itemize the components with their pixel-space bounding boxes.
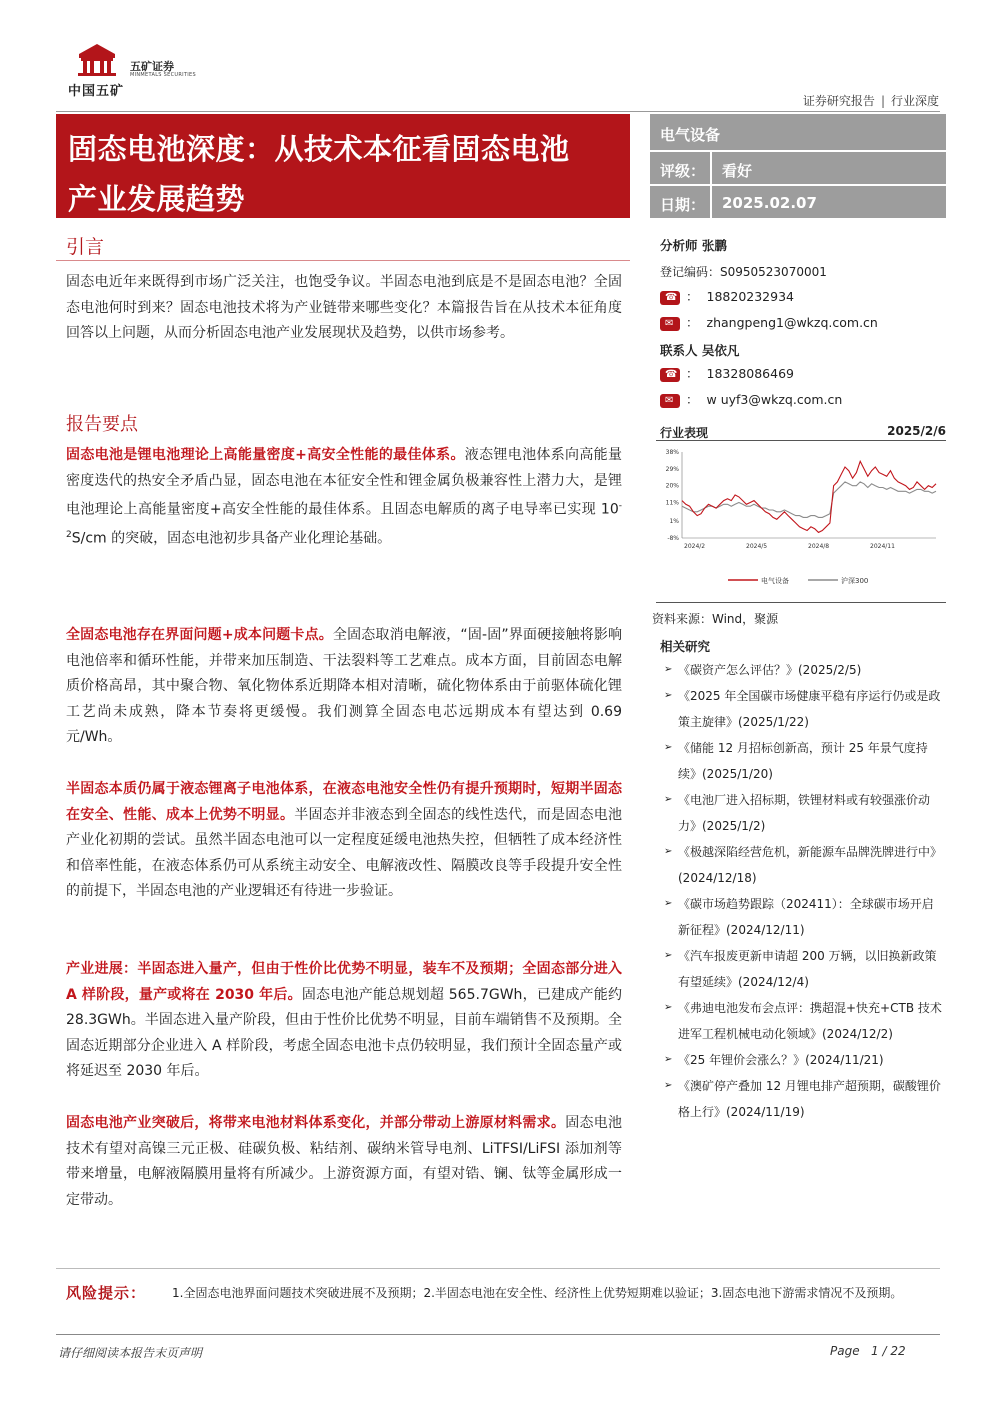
y-tick-label: 1% xyxy=(669,518,679,526)
keypoint-2-highlight: 全固态电池存在界面问题+成本问题卡点。 xyxy=(66,627,333,643)
risk-label: 风险提示： xyxy=(66,1284,147,1302)
x-tick-label: 2024/5 xyxy=(746,543,768,550)
contact-email[interactable]: w uyf3@wkzq.com.cn xyxy=(706,392,843,407)
related-research-title: 相关研究 xyxy=(660,639,711,654)
sector-label: 电气设备 xyxy=(660,126,721,144)
performance-title: 行业表现 xyxy=(660,426,709,440)
related-research-item[interactable]: ➢ 《2025 年全国碳市场健康平稳有序运行仍或是政策主旋律》(2025/1/22) xyxy=(664,683,944,735)
x-tick-label: 2024/8 xyxy=(808,543,830,550)
risk-divider xyxy=(56,1268,940,1269)
info-divider xyxy=(650,150,946,152)
report-title-line1: 固态电池深度：从技术本征看固态电池 xyxy=(68,132,570,166)
keypoint-5-text: 固态电池技术有望对高镍三元正极、硅碳负极、粘结剂、碳纳米管导电剂、LiTFSI/LiFSI 添加剂等带来增量，电解液隔膜用量将有所减少。上游资源方面，有望对锆、镧、钛等金属形成一定带动。 xyxy=(66,1115,623,1208)
performance-header xyxy=(660,424,946,441)
report-category: 证券研究报告 xyxy=(802,94,875,108)
legend-label: 沪深300 xyxy=(841,577,869,585)
series-line xyxy=(682,482,936,518)
related-research-item[interactable]: ➢ 《汽车报废更新申请超 200 万辆，以旧换新政策有望延续》(2024/12/4) xyxy=(664,943,944,995)
date-row xyxy=(660,194,817,215)
keypoint-5-highlight: 固态电池产业突破后，将带来电池材料体系变化，并部分带动上游原材料需求。 xyxy=(66,1115,566,1131)
y-tick-label: 38% xyxy=(665,449,679,456)
intro-heading: 引言 xyxy=(66,236,105,258)
rating-label: 评级： xyxy=(660,162,706,180)
series-line xyxy=(682,461,936,532)
y-tick-label: 20% xyxy=(665,482,679,490)
related-research-item[interactable]: ➢ 《极越深陷经营危机，新能源车品牌洗牌进行中》(2024/12/18) xyxy=(664,839,944,891)
page-label: Page xyxy=(830,1344,860,1358)
keypoint-1-exponent: -2 xyxy=(66,501,622,541)
risk-text: 1.全固态电池界面问题技术突破进展不及预期；2.半固态电池在安全性、经济性上优势短期难以验证；3.固态电池下游需求情况不及预期。 xyxy=(172,1286,903,1300)
keypoint-paragraph-4 xyxy=(66,957,622,1085)
keypoint-3-text: 半固态并非液态到全固态的线性迭代，而是固态电池产业化初期的尝试。虽然半固态电池可以一定程度延缓电池热失控，但牺牲了成本经济性和倍率性能，在液态体系仍可从系统主动安全、电解液改性、隔膜改良等手段提升安全性的前提下，半固态电池的产业逻辑还有待进一步验证。 xyxy=(66,806,623,899)
chart-source: 资料来源：Wind，聚源 xyxy=(652,612,779,626)
company-logo xyxy=(66,42,226,98)
info-col-divider xyxy=(710,150,712,218)
email-colon: ： xyxy=(686,392,699,407)
footer-disclaimer: 请仔细阅读本报告末页声明 xyxy=(58,1346,203,1360)
phone-colon: ： xyxy=(686,289,699,304)
email-icon xyxy=(660,394,680,408)
keypoint-2-text: 全固态取消电解液，“固-固”界面硬接触将影响电池倍率和循环性能，并带来加压制造、干法裂料等工艺难点。成本方面，目前固态电解质价格高昂，其中聚合物、氧化物体系近期降本相对清晰，硫化物体系由于前驱体硫化锂工艺尚未成熟，降本节奏将更缓慢。我们测算全固态电芯远期成本有望达到 0.69 元/Wh。 xyxy=(66,627,622,745)
x-tick-label: 2024/11 xyxy=(870,543,895,550)
rating-info-box xyxy=(650,114,946,218)
y-tick-label: 11% xyxy=(665,499,679,507)
minmetals-emblem-icon xyxy=(74,42,120,78)
phone-icon xyxy=(660,368,680,382)
report-title-line2: 产业发展趋势 xyxy=(68,182,246,216)
related-research-item[interactable]: ➢ 《碳市场趋势跟踪（202411）：全球碳市场开启新征程》(2024/12/11) xyxy=(664,891,944,943)
keypoint-3-highlight: 半固态本质仍属于液态锂离子电池体系，在液态电池安全性仍有提升预期时，短期半固态在安全、性能、成本上优势不明显。 xyxy=(66,781,622,823)
keypoints-heading: 报告要点 xyxy=(66,414,138,435)
info-divider xyxy=(650,184,946,186)
footer-divider xyxy=(56,1334,940,1335)
rating-row xyxy=(660,160,753,181)
related-research-item[interactable]: ➢ 《电池厂进入招标期，铁锂材料或有较强涨价动力》(2025/1/2) xyxy=(664,787,944,839)
keypoint-1-text-b: S/cm 的突破，固态电池初步具备产业化理论基础。 xyxy=(71,530,392,547)
contact-phone: 18328086469 xyxy=(706,366,794,381)
contact-person-name: 联系人 吴依凡 xyxy=(660,343,740,358)
related-research-list xyxy=(664,657,944,1125)
email-colon: ： xyxy=(686,315,699,330)
analyst-phone: 18820232934 xyxy=(706,289,794,304)
analyst-email[interactable]: zhangpeng1@wkzq.com.cn xyxy=(706,315,878,330)
header-divider xyxy=(56,111,940,112)
date-label: 日期： xyxy=(660,196,706,214)
keypoint-4-highlight: 产业进展：半固态进入量产，但由于性价比优势不明显，装车不及预期；全固态部分进入 A 样阶段，量产或将在 2030 年后。 xyxy=(66,961,622,1003)
nav-separator: | xyxy=(880,94,885,108)
intro-divider xyxy=(56,260,630,261)
date-value: 2025.02.07 xyxy=(722,194,817,212)
report-type-nav xyxy=(803,92,939,109)
analyst-name: 分析师 张鹏 xyxy=(660,238,727,253)
page-value: 1 / 22 xyxy=(871,1344,906,1358)
phone-icon xyxy=(660,291,680,305)
analyst-email-row xyxy=(660,313,878,331)
brand-securities-en: MINMETALS SECURITIES xyxy=(130,72,196,78)
rating-value: 看好 xyxy=(722,162,753,180)
keypoint-1-text-a: 液态锂电池体系向高能量密度迭代的热安全矛盾凸显，固态电池在本征安全性和锂金属负极兼容性上潜力大，是锂电池理论上高能量密度+高安全性能的最佳体系。且固态电解质的离子电导率已实现 10 xyxy=(66,447,623,518)
chart-divider xyxy=(656,602,946,603)
y-tick-label: 29% xyxy=(665,465,679,473)
related-research-item[interactable]: ➢ 《25 年锂价会涨么？》(2024/11/21) xyxy=(664,1047,944,1073)
analyst-phone-row xyxy=(660,287,794,305)
brand-name-cn: 中国五矿 xyxy=(68,84,125,99)
email-icon xyxy=(660,317,680,331)
keypoint-paragraph-5 xyxy=(66,1111,622,1213)
related-research-item[interactable]: ➢ 《碳资产怎么评估？》(2025/2/5) xyxy=(664,657,944,683)
y-tick-label: -8% xyxy=(667,535,679,542)
analyst-registration: 登记编码：S0950523070001 xyxy=(660,265,827,279)
related-research-item[interactable]: ➢ 《弗迪电池发布会点评：携超混+快充+CTB 技术进军工程机械电动化领域》(2024/12/2) xyxy=(664,995,944,1047)
industry-performance-chart xyxy=(656,444,946,594)
contact-email-row xyxy=(660,390,842,408)
contact-phone-row xyxy=(660,364,794,382)
page-number xyxy=(830,1344,906,1358)
intro-paragraph: 固态电近年来既得到市场广泛关注，也饱受争议。半固态电池到底是不是固态电池？全固态电池何时到来？固态电池技术将为产业链带来哪些变化？本篇报告旨在从技术本征角度回答以上问题，从而分析固态电池产业发展现状及趋势，以供市场参考。 xyxy=(66,274,622,341)
keypoint-1-highlight: 固态电池是锂电池理论上高能量密度+高安全性能的最佳体系。 xyxy=(66,447,465,463)
performance-date: 2025/2/6 xyxy=(887,424,946,438)
phone-colon: ： xyxy=(686,366,699,381)
keypoint-paragraph-2 xyxy=(66,623,622,751)
brand-securities: 五矿证券 xyxy=(130,60,174,73)
performance-divider xyxy=(656,440,946,441)
keypoint-paragraph-3 xyxy=(66,777,622,905)
title-banner xyxy=(56,114,630,218)
x-tick-label: 2024/2 xyxy=(684,543,706,550)
legend-label: 电气设备 xyxy=(761,577,789,585)
keypoint-paragraph-1 xyxy=(66,443,622,552)
related-research-item[interactable]: ➢ 《储能 12 月招标创新高，预计 25 年景气度持续》(2025/1/20) xyxy=(664,735,944,787)
report-subcategory: 行业深度 xyxy=(890,94,939,108)
related-research-item[interactable]: ➢ 《澳矿停产叠加 12 月锂电排产超预期，碳酸锂价格上行》(2024/11/19) xyxy=(664,1073,944,1125)
keypoint-4-text: 固态电池产能总规划超 565.7GWh，已建成产能约 28.3GWh。半固态进入量产阶段，但由于性价比优势不明显，目前车端销售不及预期。全固态近期部分企业进入 A 样阶段，考虑全固态电池卡点仍较明显，我们预计全固态量产或将延迟至 2030 年后。 xyxy=(66,986,623,1079)
